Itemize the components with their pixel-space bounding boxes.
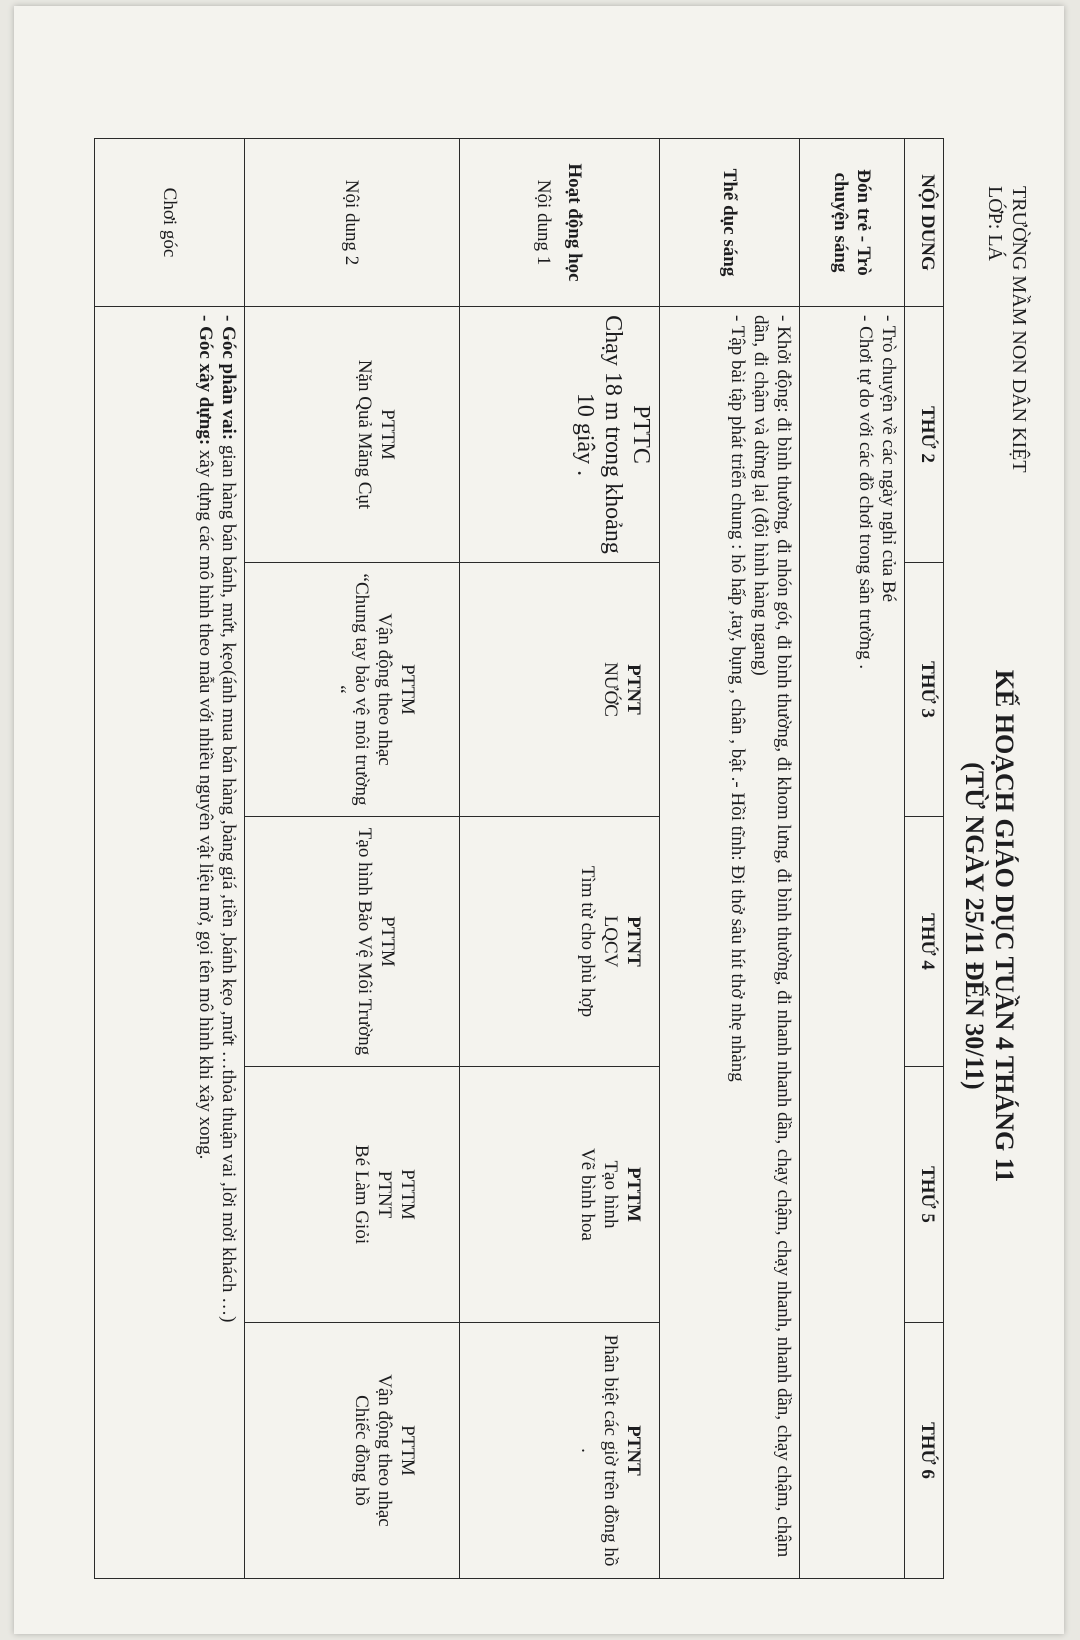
cell-line: NƯỚC bbox=[600, 662, 621, 717]
class-name: LỚP: LÁ bbox=[984, 186, 1006, 261]
cell-line: Phân biệt các giờ trên đồng hồ . bbox=[577, 1334, 621, 1567]
row-label: Nội dung 2 bbox=[245, 139, 460, 307]
cell-line: Chạy 18 m trong khoảng 10 giây . bbox=[572, 315, 626, 554]
row-content bbox=[800, 307, 905, 1579]
table-row bbox=[460, 139, 660, 1579]
cell-line: Tạo hình Bảo Vệ Môi Trường bbox=[354, 827, 375, 1056]
cell-line: Vẽ bình hoa bbox=[577, 1148, 598, 1241]
table-row bbox=[245, 139, 460, 1579]
cell-line: PTNT bbox=[623, 664, 644, 715]
cell-fri bbox=[460, 1323, 660, 1579]
cell-fri bbox=[245, 1323, 460, 1579]
row-label: Chơi góc bbox=[95, 139, 245, 307]
corner-item-text: xây dựng các mô hình theo mẫu với nhiều nguyên vật liệu mở, gọi tên mô hình khi xây xong. bbox=[195, 445, 216, 1160]
cell-line: PTTM bbox=[397, 1425, 418, 1476]
cell-line: PTNT bbox=[374, 1170, 395, 1219]
text-line: - Trò chuyện về các ngày nghỉ của Bé bbox=[878, 315, 899, 603]
col-header: THỨ 5 bbox=[905, 1067, 944, 1323]
cell-mon bbox=[460, 307, 660, 563]
corner-item bbox=[217, 315, 240, 1570]
corner-item-text: gian hàng bán bánh, mứt, kẹo(ánh mua bán hàng ,bảng giá ,tiền ,bánh kẹo ,mứt …thỏa thuận vai ,lời mời khách …) bbox=[218, 440, 239, 1323]
cell-line: PTTM bbox=[623, 1167, 644, 1222]
table-row bbox=[95, 139, 245, 1579]
corner-item-title: - Góc phân vai: bbox=[218, 315, 239, 441]
school-name: TRƯỜNG MẦM NON DÂN KIỆT bbox=[1008, 186, 1030, 473]
cell-line: Tìm từ cho phù hợp bbox=[577, 865, 598, 1018]
cell-wed bbox=[460, 817, 660, 1067]
row-label: Thể dục sáng bbox=[660, 139, 800, 307]
cell-line: Vận động theo nhạc bbox=[374, 1374, 395, 1527]
cell-line: PTTM bbox=[397, 664, 418, 715]
corner-item-title: - Góc xây dựng: bbox=[195, 315, 216, 446]
cell-line: PTTM bbox=[397, 1169, 418, 1220]
cell-line: PTTC bbox=[628, 405, 654, 464]
subtitle-line: (TỪ NGÀY 25/11 ĐẾN 30/11) bbox=[960, 762, 989, 1090]
table-row bbox=[660, 139, 800, 1579]
col-header: THỨ 2 bbox=[905, 307, 944, 563]
text-line: - Tập bài tập phát triển chung : hô hấp ,tay, bụng , chân , bật .- Hồi tĩnh: Đi thở sâu hít thở nhẹ nhàng bbox=[727, 315, 748, 1082]
paper-sheet bbox=[14, 6, 1064, 1634]
col-header: NỘI DUNG bbox=[905, 139, 944, 307]
cell-wed bbox=[245, 817, 460, 1067]
plan-table bbox=[94, 138, 944, 1579]
cell-line: Vận động theo nhạc bbox=[374, 613, 395, 766]
cell-line: “Chung tay bảo vệ môi trường “ bbox=[328, 573, 372, 806]
cell-line: LQCV bbox=[600, 915, 621, 968]
cell-mon bbox=[245, 307, 460, 563]
cell-thu bbox=[245, 1067, 460, 1323]
row-content bbox=[660, 307, 800, 1579]
cell-line: PTTM bbox=[377, 409, 398, 460]
cell-line: PTNT bbox=[623, 1425, 644, 1476]
cell-line: Chiếc đồng hồ bbox=[351, 1395, 372, 1506]
title-line: KẾ HOẠCH GIÁO DỤC TUẦN 4 THÁNG 11 bbox=[990, 669, 1019, 1183]
table-row bbox=[800, 139, 905, 1579]
cell-thu bbox=[460, 1067, 660, 1323]
cell-tue bbox=[460, 563, 660, 817]
row-sublabel: Nội dung 1 bbox=[533, 179, 555, 266]
cell-line: Nặn Quả Măng Cụt bbox=[354, 359, 375, 510]
rotated-document bbox=[39, 56, 1059, 1616]
cell-tue bbox=[245, 563, 460, 817]
school-header bbox=[983, 186, 1031, 473]
cell-line: Tạo hình bbox=[600, 1160, 621, 1229]
table-header-row bbox=[905, 139, 944, 1579]
text-line: - Chơi tự do với các đồ chơi trong sân trường . bbox=[855, 315, 876, 670]
col-header: THỨ 4 bbox=[905, 817, 944, 1067]
plan-title bbox=[959, 576, 1019, 1276]
row-label-main: Hoạt động học bbox=[564, 163, 586, 282]
corner-item bbox=[194, 315, 217, 1570]
cell-line: Bé Làm Giỏi bbox=[351, 1144, 372, 1245]
row-content bbox=[95, 307, 245, 1579]
text-line: - Khởi động: đi bình thường, đi nhón gót, đi bình thường, đi khom lưng, đi bình thường, đi nhanh nhanh dần, chạy chậm, chạy nhanh, nhanh dần, chạy chậm, chậm dần, đi chậm và dừng lại (đội hình hàng ngang) bbox=[750, 315, 794, 1558]
col-header: THỨ 3 bbox=[905, 563, 944, 817]
cell-line: PTTM bbox=[377, 916, 398, 967]
cell-line: PTNT bbox=[623, 916, 644, 967]
row-label: Đón trẻ - Trò chuyện sáng bbox=[800, 139, 905, 307]
col-header: THỨ 6 bbox=[905, 1323, 944, 1579]
row-label bbox=[460, 139, 660, 307]
